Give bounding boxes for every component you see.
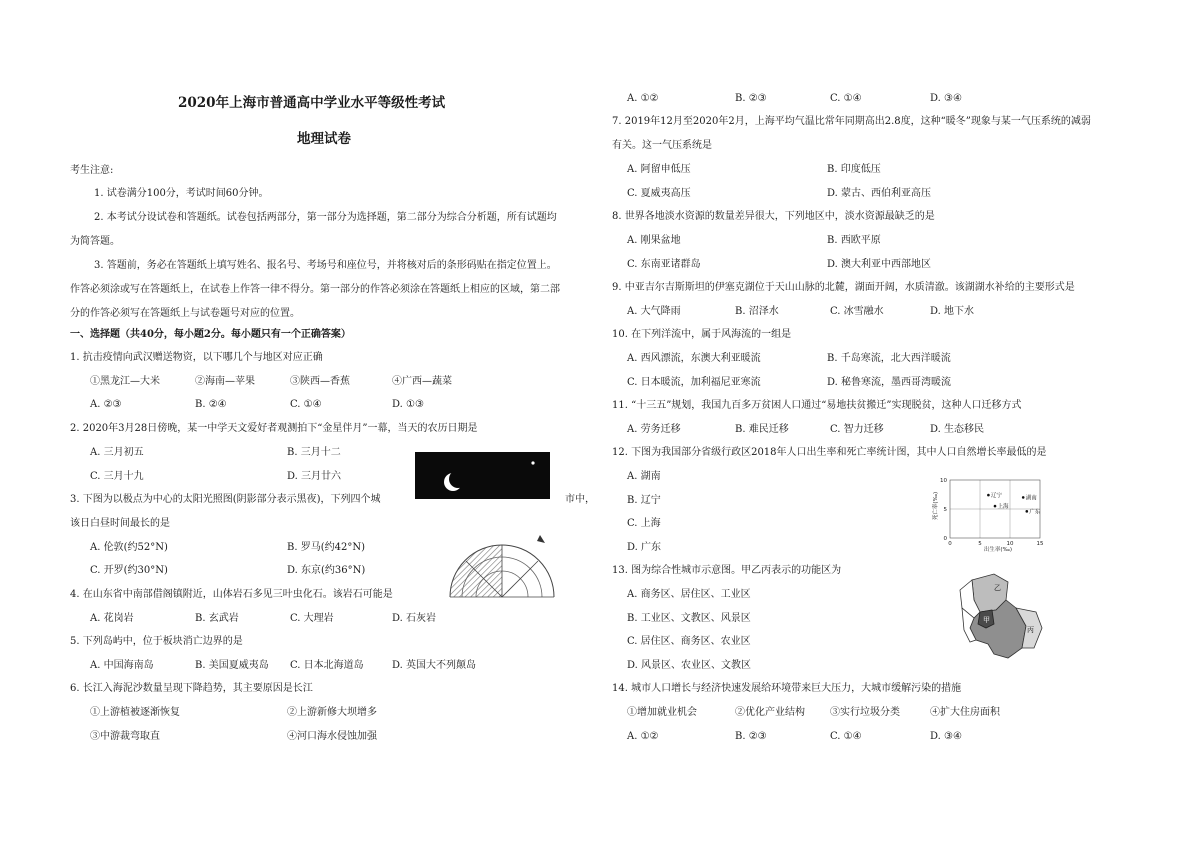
city-function-map	[950, 570, 1050, 670]
chart-point-label: 上海	[997, 504, 1009, 511]
q1-item-2: ②海南—苹果	[195, 376, 255, 387]
q1-item-4: ④广西—蔬菜	[392, 376, 452, 387]
q14-item-4: ④扩大住房面积	[930, 707, 1000, 718]
q6-item-2: ②上游新修大坝增多	[287, 707, 377, 718]
chart-xtick: 10	[1006, 541, 1014, 547]
q13-option-b: B. 工业区、文教区、风景区	[627, 613, 751, 624]
venus-moon-photo	[415, 452, 550, 499]
question-2: 2. 2020年3月28日傍晚，某一中学天文爱好者观测拍下“金星伴月”一幕，当天的农历日期是	[70, 423, 478, 434]
chart-ytick: 5	[943, 507, 947, 513]
q4-option-b: B. 玄武岩	[195, 613, 239, 624]
question-6: 6. 长江入海泥沙数量呈现下降趋势，其主要原因是长江	[70, 683, 313, 694]
chart-xlabel: 出生率(‰)	[983, 547, 1013, 553]
exam-title: 2020年上海市普通高中学业水平等级性考试	[178, 95, 446, 111]
notice-item-2: 2. 本考试分设试卷和答题纸。试卷包括两部分，第一部分为选择题，第二部分为综合分析题，所有试题均	[94, 212, 557, 223]
q7-option-a: A. 阿留申低压	[627, 164, 691, 175]
city-label-yi: 乙	[994, 584, 1001, 592]
q13-option-d: D. 风景区、农业区、文教区	[627, 660, 752, 671]
q2-option-c: C. 三月十九	[90, 471, 144, 482]
q1-option-b: B. ②④	[195, 399, 227, 410]
city-label-bing: 丙	[1027, 626, 1034, 634]
question-3-cont: 该日白昼时间最长的是	[70, 518, 170, 529]
notice-item-3-cont-2: 分的作答必须写在答题纸上与试卷题号对应的位置。	[70, 308, 300, 319]
chart-point	[1022, 496, 1025, 499]
q10-option-b: B. 千岛寒流，北大西洋暖流	[827, 353, 951, 364]
question-1: 1. 抗击疫情向武汉赠送物资，以下哪几个与地区对应正确	[70, 352, 323, 363]
question-14: 14. 城市人口增长与经济快速发展给环境带来巨大压力，大城市缓解污染的措施	[612, 683, 962, 694]
q12-option-b: B. 辽宁	[627, 495, 661, 506]
chart-point	[1026, 510, 1029, 513]
chart-point-label: 辽宁	[990, 493, 1002, 500]
q14-option-d: D. ③④	[930, 731, 962, 742]
q8-option-b: B. 西欧平原	[827, 235, 881, 246]
q6-option-a: A. ①②	[627, 93, 659, 104]
q6-option-c: C. ①④	[830, 93, 862, 104]
chart-xtick: 0	[948, 541, 952, 547]
q7-option-b: B. 印度低压	[827, 164, 881, 175]
notice-item-3-cont-1: 作答必须涂或写在答题纸上，在试卷上作答一律不得分。第一部分的作答必须涂在答题纸上相应的区域，第二部	[70, 284, 560, 295]
q4-option-c: C. 大理岩	[290, 613, 334, 624]
q6-option-d: D. ③④	[930, 93, 962, 104]
q9-option-b: B. 沼泽水	[735, 306, 779, 317]
q10-option-a: A. 西风漂流，东澳大利亚暖流	[627, 353, 761, 364]
q11-option-c: C. 智力迁移	[830, 424, 884, 435]
q6-option-b: B. ②③	[735, 93, 767, 104]
q14-option-a: A. ①②	[627, 731, 659, 742]
q10-option-d: D. 秘鲁寒流，墨西哥湾暖流	[827, 377, 952, 388]
q8-option-d: D. 澳大利亚中西部地区	[827, 259, 932, 270]
birth-death-rate-chart	[930, 472, 1050, 556]
q11-option-d: D. 生态移民	[930, 424, 985, 435]
q9-option-c: C. 冰雪融水	[830, 306, 884, 317]
q5-option-a: A. 中国海南岛	[90, 660, 154, 671]
notice-item-1: 1. 试卷满分100分，考试时间60分钟。	[94, 188, 269, 199]
question-3-tail: 市中，	[565, 494, 595, 505]
q10-option-c: C. 日本暖流，加利福尼亚寒流	[627, 377, 761, 388]
city-label-jia: 甲	[983, 616, 990, 624]
chart-point-label: 湖南	[1025, 495, 1037, 502]
question-4: 4. 在山东省中南部借阁镇附近，山体岩石多见三叶虫化石。该岩石可能是	[70, 589, 393, 600]
q14-item-1: ①增加就业机会	[627, 707, 697, 718]
q7-option-c: C. 夏威夷高压	[627, 188, 691, 199]
q14-option-b: B. ②③	[735, 731, 767, 742]
question-8: 8. 世界各地淡水资源的数量差异很大，下列地区中，淡水资源最缺乏的是	[612, 211, 935, 222]
q12-option-c: C. 上海	[627, 518, 661, 529]
q5-option-b: B. 美国夏威夷岛	[195, 660, 269, 671]
q1-item-3: ③陕西—香蕉	[290, 376, 350, 387]
q3-option-d: D. 东京(约36°N)	[287, 565, 366, 576]
q13-option-c: C. 居住区、商务区、农业区	[627, 636, 751, 647]
q14-item-2: ②优化产业结构	[735, 707, 805, 718]
question-7: 7. 2019年12月至2020年2月，上海平均气温比常年同期高出2.8度，这种“暖冬”现象与某一气压系统的减弱	[612, 116, 1091, 127]
q12-option-a: A. 湖南	[627, 471, 661, 482]
q1-option-a: A. ②③	[90, 399, 122, 410]
q9-option-d: D. 地下水	[930, 306, 975, 317]
q12-option-d: D. 广东	[627, 542, 662, 553]
q6-item-4: ④河口海水侵蚀加强	[287, 731, 377, 742]
chart-xtick: 15	[1036, 541, 1044, 547]
q6-item-3: ③中游裁弯取直	[90, 731, 160, 742]
q1-option-d: D. ①③	[392, 399, 424, 410]
chart-ytick: 10	[940, 478, 947, 484]
chart-point	[987, 494, 990, 497]
chart-ylabel: 死亡率(‰)	[933, 491, 939, 521]
question-9: 9. 中亚吉尔吉斯斯坦的伊塞克湖位于天山山脉的北麓，湖面开阔，水质清澈。该湖湖水补给的主要形式是	[612, 282, 1075, 293]
q5-option-c: C. 日本北海道岛	[290, 660, 364, 671]
q14-item-3: ③实行垃圾分类	[830, 707, 900, 718]
chart-point	[994, 505, 997, 508]
q4-option-d: D. 石灰岩	[392, 613, 437, 624]
q4-option-a: A. 花岗岩	[90, 613, 134, 624]
q6-item-1: ①上游植被逐渐恢复	[90, 707, 180, 718]
q3-option-a: A. 伦敦(约52°N)	[90, 542, 168, 553]
q14-option-c: C. ①④	[830, 731, 862, 742]
q1-option-c: C. ①④	[290, 399, 322, 410]
q11-option-b: B. 难民迁移	[735, 424, 789, 435]
q8-option-c: C. 东南亚诸群岛	[627, 259, 701, 270]
chart-xtick: 5	[978, 541, 982, 547]
question-13: 13. 图为综合性城市示意图。甲乙丙表示的功能区为	[612, 565, 842, 576]
q8-option-a: A. 刚果盆地	[627, 235, 681, 246]
question-12: 12. 下图为我国部分省级行政区2018年人口出生率和死亡率统计图，其中人口自然增长率最低的是	[612, 447, 1047, 458]
question-5: 5. 下列岛屿中，位于板块消亡边界的是	[70, 636, 243, 647]
q5-option-d: D. 英国大不列颠岛	[392, 660, 477, 671]
chart-ytick: 0	[943, 536, 947, 542]
question-10: 10. 在下列洋流中，属于风海流的一组是	[612, 329, 792, 340]
venus-dot	[531, 461, 534, 464]
notice-item-3: 3. 答题前，务必在答题纸上填写姓名、报名号、考场号和座位号，并将核对后的条形码贴在指定位置上。	[94, 260, 557, 271]
question-11: 11. “十三五”规划，我国九百多万贫困人口通过“易地扶贫搬迁”实现脱贫，这种人口迁移方式	[612, 400, 1022, 411]
q13-option-a: A. 商务区、居住区、工业区	[627, 589, 751, 600]
notice-heading: 考生注意:	[70, 165, 114, 176]
q11-option-a: A. 劳务迁移	[627, 424, 681, 435]
question-7-cont: 有关。这一气压系统是	[612, 140, 712, 151]
notice-item-2-cont: 为简答题。	[70, 236, 120, 247]
q7-option-d: D. 蒙古、西伯利亚高压	[827, 188, 932, 199]
question-3: 3. 下图为以极点为中心的太阳光照图(阴影部分表示黑夜)，下列四个城	[70, 494, 381, 505]
q2-option-d: D. 三月廿六	[287, 471, 342, 482]
chart-point-label: 广东	[1029, 509, 1041, 516]
polar-illumination-figure	[448, 523, 558, 599]
q3-option-b: B. 罗马(约42°N)	[287, 542, 365, 553]
section-heading: 一、选择题（共40分，每小题2分。每小题只有一个正确答案）	[70, 329, 351, 340]
q2-option-b: B. 三月十二	[287, 447, 341, 458]
q2-option-a: A. 三月初五	[90, 447, 144, 458]
exam-subtitle: 地理试卷	[297, 131, 351, 147]
q1-item-1: ①黑龙江—大米	[90, 376, 160, 387]
q3-option-c: C. 开罗(约30°N)	[90, 565, 168, 576]
q9-option-a: A. 大气降雨	[627, 306, 681, 317]
